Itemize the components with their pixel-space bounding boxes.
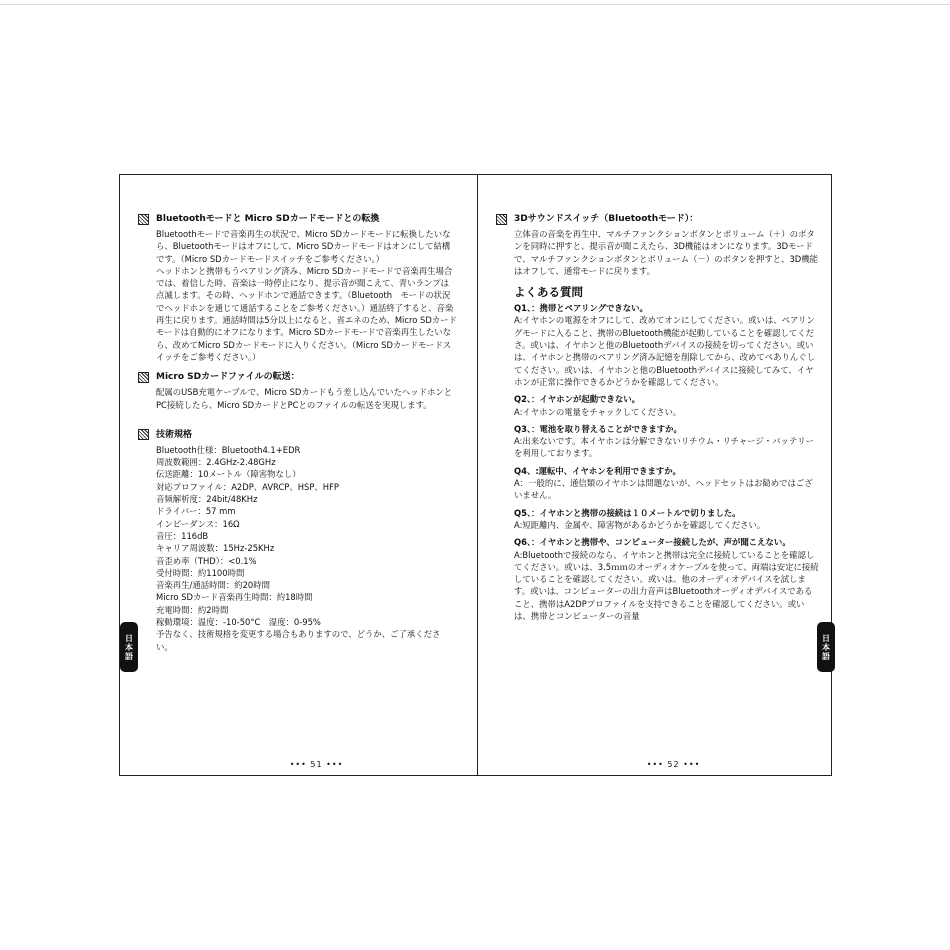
section-body xyxy=(138,386,457,411)
spec-item: 周波数範囲：2.4GHz-2.48GHz xyxy=(156,457,276,468)
section-3d-sound xyxy=(496,213,819,277)
top-edge-line xyxy=(0,4,950,5)
left-page xyxy=(120,175,477,775)
faq-question: Q2、：イヤホンが起動できない。 xyxy=(514,394,641,405)
faq-question: Q4、:運転中、イヤホンを利用できますか。 xyxy=(514,465,682,476)
faq-item xyxy=(496,536,819,622)
faq-question: Q3、：電池を取り替えることができますか。 xyxy=(514,423,682,434)
spec-item: インピーダンス：16Ω xyxy=(156,518,240,529)
spec-item: 受付時間：約1100時間 xyxy=(156,567,245,578)
right-page xyxy=(478,175,833,775)
spec-item: 充電時間：約2時間 xyxy=(156,604,229,615)
faq-item xyxy=(496,507,819,532)
section-heading-text: 3Dサウンドスイッチ（Bluetoothモード）： xyxy=(514,214,699,224)
faq-answer: A:短距離内、金属や、障害物があるかどうかを確認してください。 xyxy=(514,519,766,530)
section-body-text: 立体音の音楽を再生中、マルチファンクションボタンとボリューム（＋）のボタンを同時に押すと、提示音が聞こえたら、3D機能はオンになります。3Dモードで、マルチファンクションボタンとボリューム（－）のボタンを押すと、3D機能はオフして、通常モードに戻ります。 xyxy=(514,229,818,276)
hatched-square-icon xyxy=(138,429,149,440)
hatched-square-icon xyxy=(138,214,149,225)
faq-item xyxy=(496,302,819,388)
spec-item: Bluetooth仕様：Bluetooth4.1+EDR xyxy=(156,444,301,455)
section-body xyxy=(496,228,819,277)
faq-question: Q6、：イヤホンと携帯や、コンピューター接続したが、声が聞こえない。 xyxy=(514,537,791,548)
faq-item xyxy=(496,423,819,460)
spec-item: 音频解析度：24bit/48KHz xyxy=(156,494,258,505)
section-heading xyxy=(138,213,457,225)
spec-item: 伝送距離：10メートル（障害物なし） xyxy=(156,469,301,480)
faq-item xyxy=(496,393,819,418)
section-heading xyxy=(138,429,457,441)
section-body-text: Bluetoothモードで音楽再生の状況で、Micro SDカードモードに転換したいなら、Bluetoothモードはオフにして、Micro SDカードモードはオンにして結構です。（Micro SDカードモードスイッチをご参考ください。） ヘッドホンと携帯もうペアリング済み、Micro SDカードモードで音楽再生場合では、着信した時、音楽は一時停止になり、提示音が聞こえて、青いランプは点滅します。その時、ヘッドホンで通話できます。（Bluetooth モードの状況でヘッドホンを通じて通話することをご参考ください。）通話終了すると、音楽再生に戻ります。通話時間は5分以上になると、省エネのため、Micro SDカードモードは自動的にオフになります。Micro SDカードモードで音楽再生したいなら、改めてMicro SDカードモードに入りください。（Micro SDカードモードスイッチをご参考ください。） xyxy=(156,229,457,362)
faq-question: Q1、：携帯とペアリングできない。 xyxy=(514,303,648,314)
faq-item xyxy=(496,465,819,502)
spec-list xyxy=(156,444,457,628)
faq-answer: A：一般的に、通信類のイヤホンは問題ないが、ヘッドセットはお勧めではございません。 xyxy=(514,478,813,501)
spec-item: 稼動環境：温度：-10-50°C 湿度：0-95% xyxy=(156,617,321,628)
spec-body xyxy=(138,444,457,653)
spec-item: Micro SDカード音楽再生時間：約18時間 xyxy=(156,592,313,603)
section-heading-text: Micro SDカードファイルの転送： xyxy=(156,372,300,383)
language-tab-right: 日本語 xyxy=(817,622,835,672)
section-heading xyxy=(496,213,819,225)
section-heading-text: Bluetoothモードと Micro SDカードモードとの転換 xyxy=(156,214,380,224)
section-sd-transfer xyxy=(138,371,457,411)
hatched-square-icon xyxy=(496,214,507,225)
section-body xyxy=(138,228,457,363)
section-heading-text: 技術規格 xyxy=(156,429,193,440)
section-heading xyxy=(138,371,457,383)
faq-answer: A:Bluetoothで接続のなら、イヤホンと携帯は完全に接続していることを確認してください。或いは、3.5ｍｍのオーディオケーブルを使って、両端は安定に接続していることを確認してください。或いは、他のオーディオデバイスを試します。或いは、コンピューターの出力音声はBluetoothオーディオデバイスであること、携帯はA2DPプロファイルを支持できることを確認してください。或いは、携帯とコンピューターの音量 xyxy=(514,549,819,622)
section-sd-mode-switch xyxy=(138,213,457,363)
spec-item: キャリア周波数：15Hz-25KHz xyxy=(156,543,275,554)
spec-item: 音楽再生/通話時間：約20時間 xyxy=(156,580,270,591)
spec-item: ドライバー：57 mm xyxy=(156,506,236,517)
spec-item: 対応プロファイル：A2DP、AVRCP、HSP、HFP xyxy=(156,481,339,492)
page-number: ••• 51 ••• xyxy=(289,760,344,769)
manual-spread xyxy=(119,174,832,776)
section-body-text: 配属のUSB充電ケーブルで、Micro SDカードもう差し込んでいたヘッドホンとPC接続したら、Micro SDカードとPCとのファイルの転送を実現します。 xyxy=(156,387,453,410)
faq-question: Q5、：イヤホンと携帯の接続は１０メートルで切りました。 xyxy=(514,507,741,518)
section-specs xyxy=(138,429,457,653)
spec-note: 予告なく、技術規格を変更する場合もありますので、どうか、ご了承ください。 xyxy=(156,629,441,652)
faq-title: よくある質問 xyxy=(514,285,583,300)
faq-answer: A:出来ないです。本イヤホンは分解できないリチウム・リチャージ・バッテリーを利用しております。 xyxy=(514,436,815,459)
faq-answer: A:イヤホンの電源をオフにして、改めてオンにしてください。或いは、ペアリングモードに入ること、携帯のBluetooth機能が起動していることを確認してくださ。或いは、イヤホンと他のBluetoothデバイスの接続を切ってください。或いは、イヤホンと携帯のペアリング済み記憶を削除してから、改めてぺありんぐしてください。或いは、イヤホンと他のBluetoothデバイスに接続してみて、イヤホンが正常に操作できるかどうかを確認してください。 xyxy=(514,315,815,387)
language-tab-left: 日本語 xyxy=(120,622,138,672)
spec-item: 音圧：116dB xyxy=(156,530,209,541)
page-number: ••• 52 ••• xyxy=(646,760,701,769)
faq-answer: A:イヤホンの電量をチャックしてください。 xyxy=(514,406,682,417)
hatched-square-icon xyxy=(138,372,149,383)
spec-item: 音歪め率（THD）：<0.1% xyxy=(156,555,257,566)
